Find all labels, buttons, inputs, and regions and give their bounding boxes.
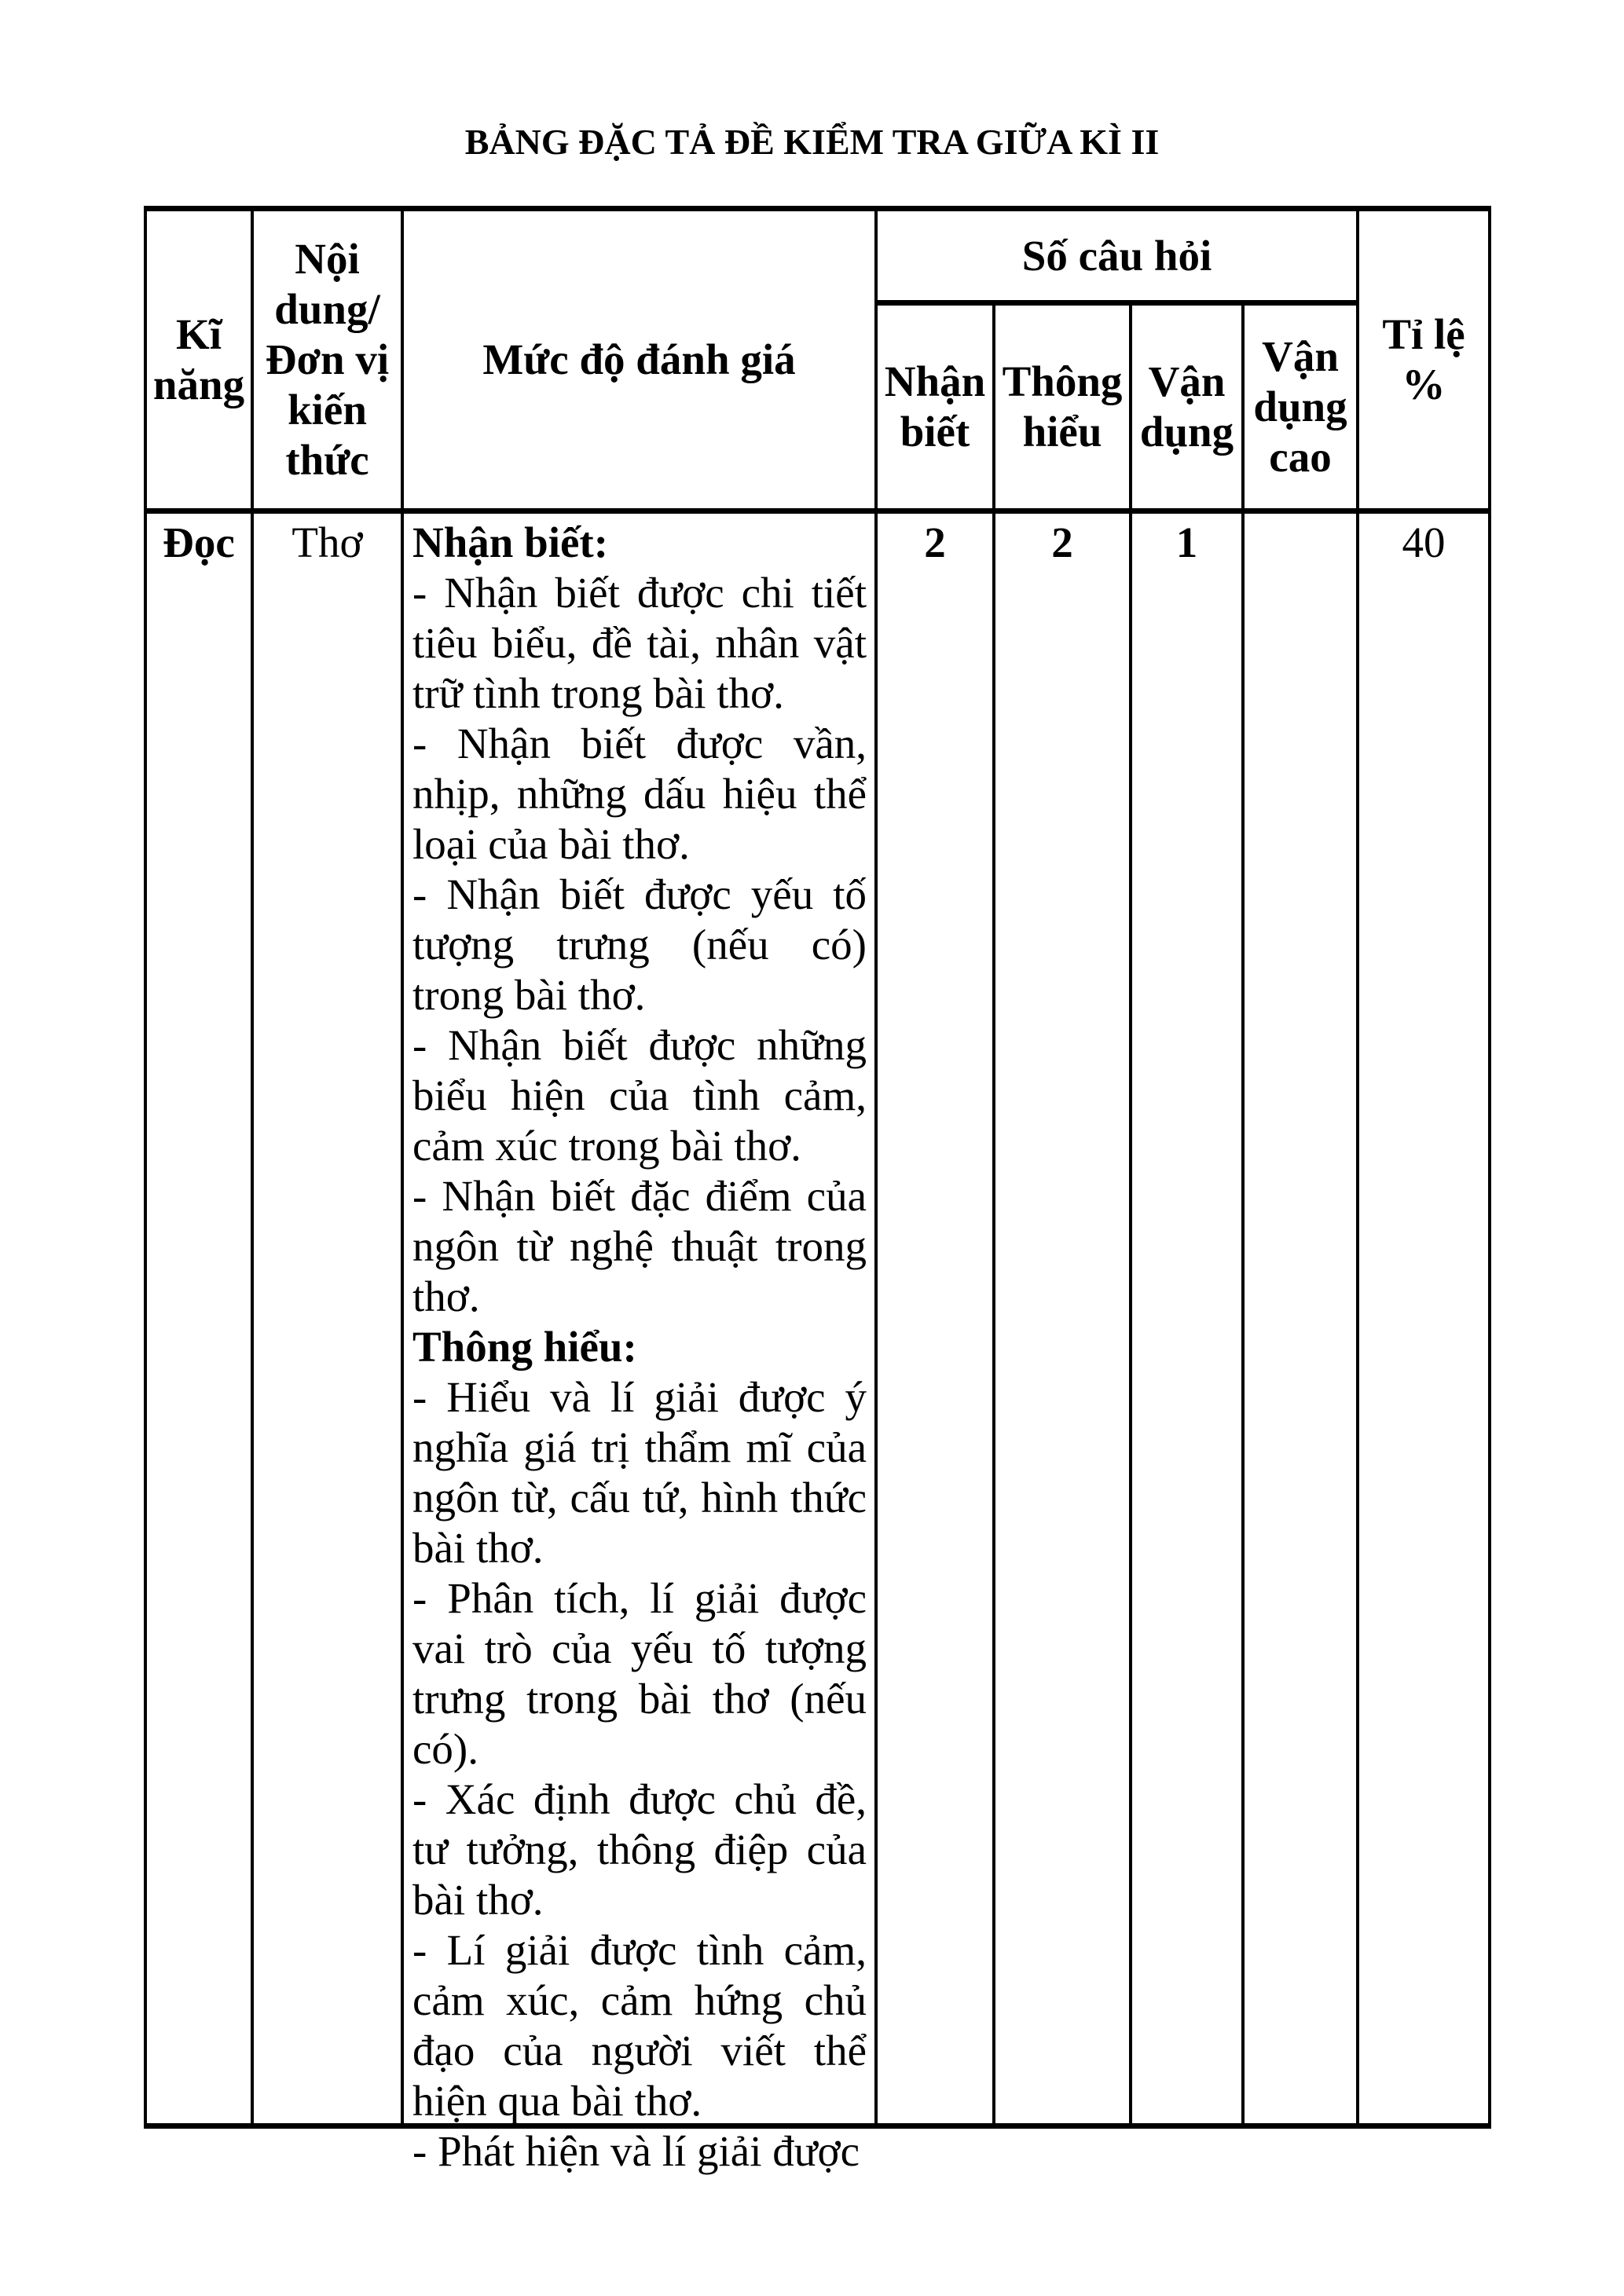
col-header-ti-le: Tỉ lệ %	[1358, 209, 1490, 511]
cell-count-van-dung-cao	[1243, 511, 1358, 2126]
criteria-item: - Xác định được chủ đề, tư tưởng, thông điệp của bài thơ.	[412, 1775, 867, 1924]
cell-count-nhan-biet: 2	[876, 511, 994, 2126]
criteria-item: - Phân tích, lí giải được vai trò của yếu tố tượng trưng trong bài thơ (nếu có).	[412, 1574, 867, 1773]
col-header-thong-hieu: Thông hiểu	[994, 303, 1131, 511]
col-header-so-cau-hoi: Số câu hỏi	[876, 209, 1358, 303]
criteria-item: - Nhận biết được chi tiết tiêu biểu, đề tài, nhân vật trữ tình trong bài thơ.	[412, 569, 867, 717]
criteria-item: - Phát hiện và lí giải được	[412, 2127, 860, 2175]
cell-ti-le: 40	[1358, 511, 1490, 2126]
criteria-item: - Nhận biết đặc điểm của ngôn từ nghệ thuật trong thơ.	[412, 1172, 867, 1320]
page-title: BẢNG ĐẶC TẢ ĐỀ KIỂM TRA GIỮA KÌ II	[464, 122, 1160, 162]
criteria-text	[412, 518, 867, 2175]
level-heading-thong-hieu: Thông hiểu:	[412, 1323, 637, 1371]
criteria-item: - Hiểu và lí giải được ý nghĩa giá trị thẩm mĩ của ngôn từ, cấu tứ, hình thức bài thơ.	[412, 1373, 867, 1572]
cell-criteria	[402, 511, 876, 2175]
criteria-item: - Lí giải được tình cảm, cảm xúc, cảm hứng chủ đạo của người viết thể hiện qua bài thơ.	[412, 1926, 867, 2125]
criteria-item: - Nhận biết được những biểu hiện của tình cảm, cảm xúc trong bài thơ.	[412, 1021, 867, 1170]
spec-table	[144, 206, 1491, 2175]
cell-skill: Đọc	[145, 511, 252, 2126]
col-header-van-dung: Vận dụng	[1131, 303, 1243, 511]
cell-count-van-dung: 1	[1131, 511, 1243, 2126]
col-header-muc-do: Mức độ đánh giá	[402, 209, 876, 511]
criteria-item: - Nhận biết được vần, nhịp, những dấu hiệu thể loại của bài thơ.	[412, 720, 867, 868]
col-header-ki-nang: Kĩ năng	[145, 209, 252, 511]
col-header-noi-dung: Nội dung/ Đơn vị kiến thức	[252, 209, 402, 511]
cell-unit: Thơ	[252, 511, 402, 2126]
col-header-van-dung-cao: Vận dụng cao	[1243, 303, 1358, 511]
cell-count-thong-hieu: 2	[994, 511, 1131, 2126]
criteria-item: - Nhận biết được yếu tố tượng trưng (nếu có) trong bài thơ.	[412, 870, 867, 1019]
table-row	[145, 511, 1490, 2126]
col-header-nhan-biet: Nhận biết	[876, 303, 994, 511]
level-heading-nhan-biet: Nhận biết:	[412, 518, 609, 566]
